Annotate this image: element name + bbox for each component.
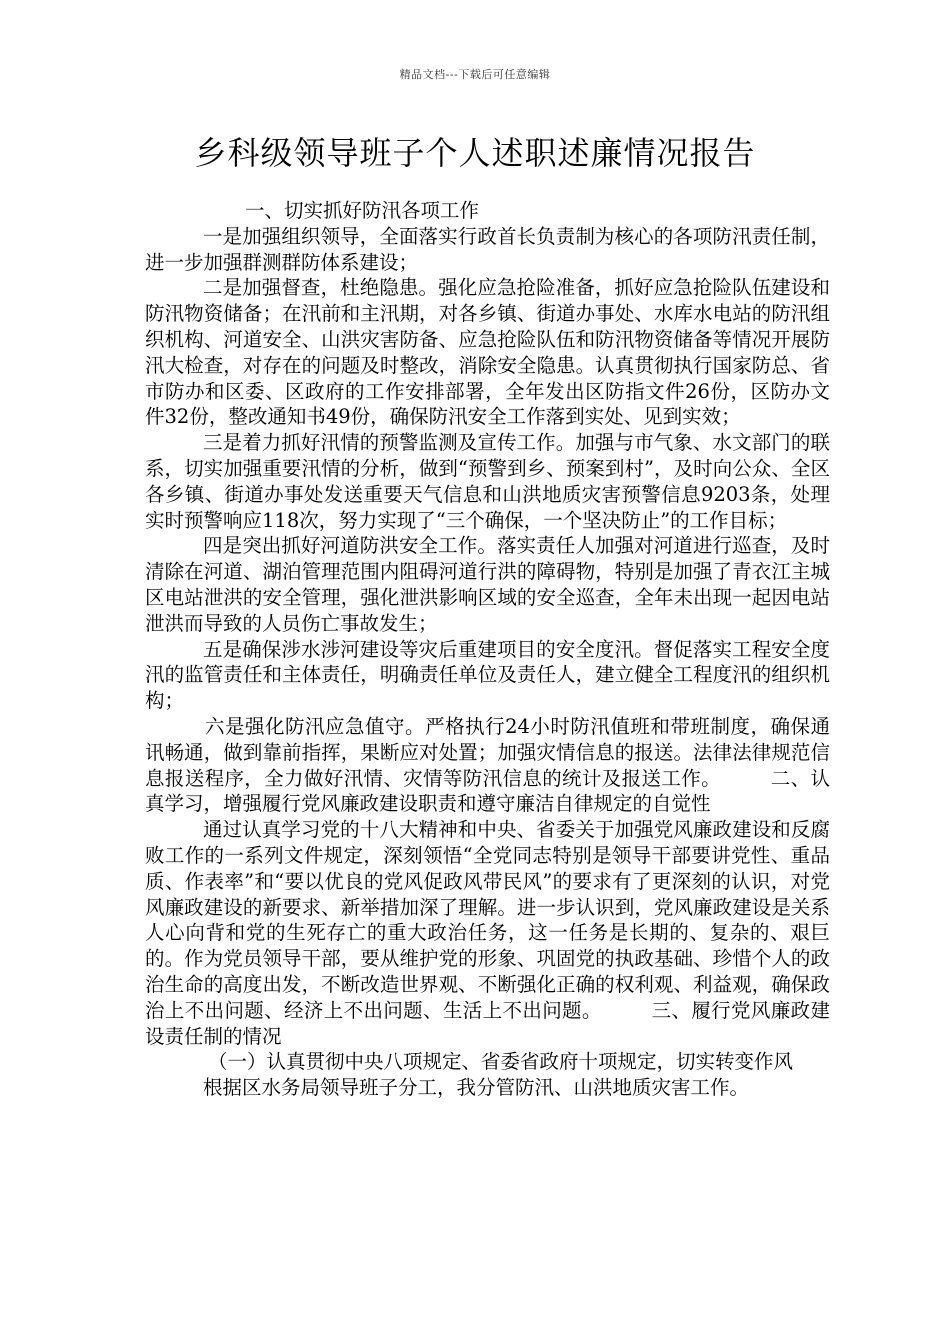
- body-paragraph: 六是强化防汛应急值守。严格执行24小时防汛值班和带班制度，确保通讯畅通，做到靠前指挥，果断应对处置；加强灾情信息的报送。法律法律规范信息报送程序，全力做好汛情、灾情等防汛信息的统计及报送工作。 二、认真学习，增强履行党风廉政建设职责和遵守廉洁自律规定的自觉性: [145, 714, 830, 816]
- document-body: [145, 198, 830, 1101]
- subsection-heading: （一）认真贯彻中央八项规定、省委省政府十项规定，切实转变作风: [208, 1050, 794, 1074]
- body-paragraph: 二是加强督查，杜绝隐患。强化应急抢险准备，抓好应急抢险队伍建设和防汛物资储备；在汛前和主汛期，对各乡镇、街道办事处、水库水电站的防汛组织机构、河道安全、山洪灾害防备、应急抢险队伍和防汛物资储备等情况开展防汛大检查，对存在的问题及时整改，消除安全隐患。认真贯彻执行国家防总、省市防办和区委、区政府的工作安排部署，全年发出区防指文件26份，区防办文件32份，整改通知书49份，确保防汛安全工作落到实处、见到实效；: [145, 276, 830, 429]
- document-title: 乡科级领导班子个人述职述廉情况报告: [194, 134, 756, 172]
- body-paragraph: 四是突出抓好河道防洪安全工作。落实责任人加强对河道进行巡查，及时清除在河道、湖泊管理范围内阻碍河道行洪的障碍物，特别是加强了青衣江主城区电站泄洪的安全管理，强化泄洪影响区域的安全巡查，全年未出现一起因电站泄洪而导致的人员伤亡事故发生；: [145, 534, 830, 635]
- page-header-note: 精品文档---下载后可任意编辑: [399, 68, 551, 81]
- body-paragraph: 一是加强组织领导，全面落实行政首长负责制为核心的各项防汛责任制，进一步加强群测群防体系建设；: [145, 224, 830, 274]
- body-paragraph: 根据区水务局领导班子分工，我分管防汛、山洪地质灾害工作。: [203, 1076, 750, 1100]
- section-heading-1: 一、切实抓好防汛各项工作: [245, 199, 480, 222]
- body-paragraph: 五是确保涉水涉河建设等灾后重建项目的安全度汛。督促落实工程安全度汛的监管责任和主体责任，明确责任单位及责任人，建立健全工程度汛的组织机构；: [145, 637, 830, 713]
- body-paragraph: 通过认真学习党的十八大精神和中央、省委关于加强党风廉政建设和反腐败工作的一系列文件规定，深刻领悟“全党同志特别是领导干部要讲党性、重品质、作表率”和“要以优良的党风促政风带民风”的要求有了更深刻的认识，对党风廉政建设的新要求、新举措加深了理解。进一步认识到，党风廉政建设是关系人心向背和党的生死存亡的重大政治任务，这一任务是长期的、复杂的、艰巨的。作为党员领导干部，要从维护党的形象、巩固党的执政基础、珍惜个人的政治生命的高度出发，不断改造世界观、不断强化正确的权利观、利益观，确保政治上不出问题、经济上不出问题、生活上不出问题。 三、履行党风廉政建设责任制的情况: [145, 818, 830, 1048]
- body-paragraph: 三是着力抓好汛情的预警监测及宣传工作。加强与市气象、水文部门的联系，切实加强重要汛情的分析，做到“预警到乡、预案到村”，及时向公众、全区各乡镇、街道办事处发送重要天气信息和山洪地质灾害预警信息9203条，处理实时预警响应118次，努力实现了“三个确保，一个坚决防止”的工作目标；: [145, 431, 830, 532]
